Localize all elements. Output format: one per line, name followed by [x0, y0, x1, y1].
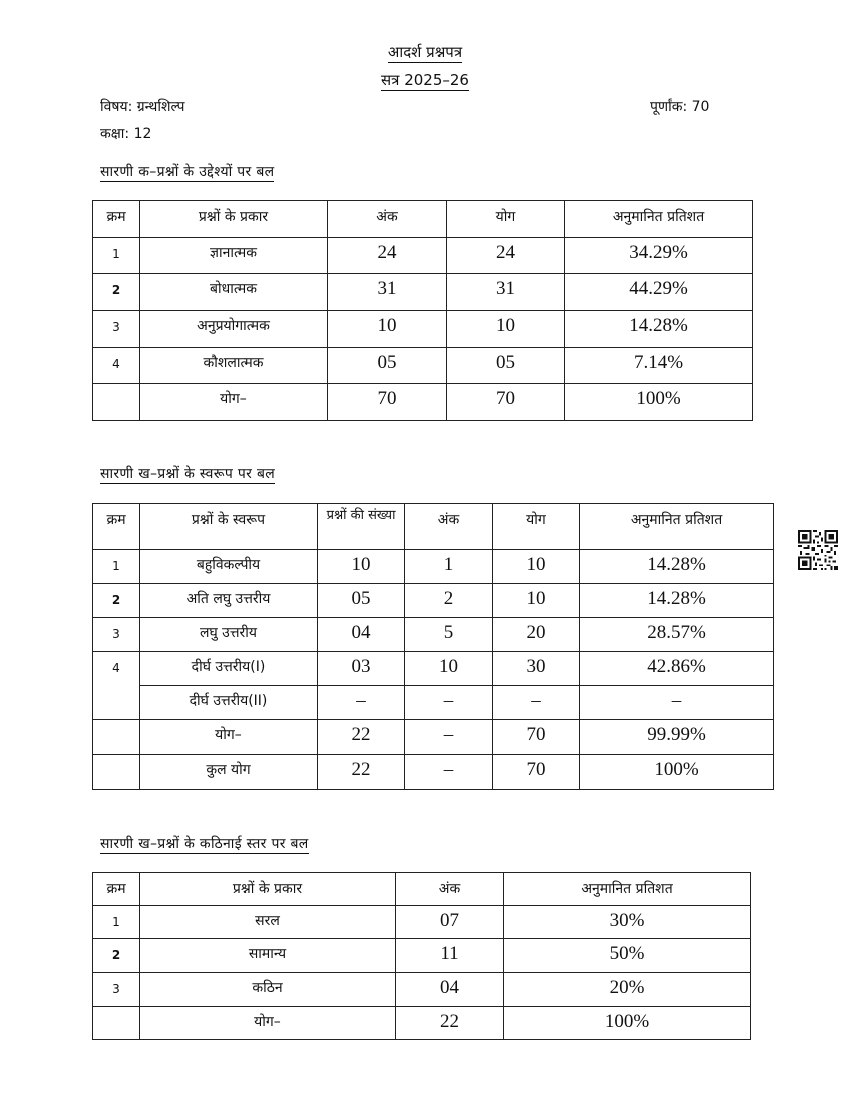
table-cell: दीर्घ उत्तरीय(II) [140, 686, 318, 720]
table-cell: 2 [93, 274, 140, 311]
table-b-header-cell: प्रश्नों की संख्या [318, 504, 405, 550]
table-row [93, 274, 753, 311]
table-cell: योग– [140, 384, 328, 421]
table-cell: 31 [328, 274, 447, 311]
table-cell: 22 [318, 720, 405, 755]
table-cell: 05 [328, 348, 447, 384]
table-b [92, 503, 774, 790]
table-cell: बोधात्मक [140, 274, 328, 311]
table-cell: 30% [504, 906, 751, 939]
table-cell: 3 [93, 311, 140, 348]
table-cell: 42.86% [580, 652, 774, 686]
table-b-header-cell: क्रम [93, 504, 140, 550]
table-cell: 10 [328, 311, 447, 348]
table-total-row [93, 720, 774, 755]
table-cell [93, 720, 140, 755]
table-cell: दीर्घ उत्तरीय(I) [140, 652, 318, 686]
table-c-header-cell: क्रम [93, 873, 140, 906]
table-grand-total-row [93, 755, 774, 790]
table-cell: कौशलात्मक [140, 348, 328, 384]
table-cell: 1 [405, 550, 493, 584]
table-cell: 70 [328, 384, 447, 421]
table-cell: 1 [93, 906, 140, 939]
table-cell: – [405, 720, 493, 755]
table-cell: सामान्य [140, 939, 396, 973]
table-cell: 10 [493, 584, 580, 618]
table-cell: 44.29% [565, 274, 753, 311]
table-a-header-cell: प्रश्नों के प्रकार [140, 201, 328, 238]
table-cell: 4 [93, 652, 140, 720]
table-c [92, 872, 751, 1040]
qr-code-icon [798, 530, 838, 570]
table-cell: 5 [405, 618, 493, 652]
table-total-row [93, 384, 753, 421]
table-cell [93, 755, 140, 790]
table-cell: 03 [318, 652, 405, 686]
table-cell: कठिन [140, 973, 396, 1007]
table-row [93, 652, 774, 686]
table-cell: 14.28% [580, 584, 774, 618]
table-cell: 20% [504, 973, 751, 1007]
table-c-header-cell: अंक [396, 873, 504, 906]
table-cell: लघु उत्तरीय [140, 618, 318, 652]
table-cell: 24 [328, 238, 447, 274]
table-cell: – [405, 686, 493, 720]
table-cell: 28.57% [580, 618, 774, 652]
table-c-caption: सारणी ख–प्रश्नों के कठिनाई स्तर पर बल [100, 836, 309, 852]
table-cell: 04 [318, 618, 405, 652]
table-cell: 22 [318, 755, 405, 790]
table-cell: 99.99% [580, 720, 774, 755]
table-b-header-cell: अंक [405, 504, 493, 550]
table-cell: 70 [493, 755, 580, 790]
table-a-caption: सारणी क–प्रश्नों के उद्देश्यों पर बल [100, 164, 275, 180]
table-row [93, 348, 753, 384]
table-cell: 05 [447, 348, 565, 384]
table-cell: 07 [396, 906, 504, 939]
table-cell: 10 [318, 550, 405, 584]
table-cell [93, 1007, 140, 1040]
table-cell: 31 [447, 274, 565, 311]
table-cell: 100% [580, 755, 774, 790]
table-row [93, 618, 774, 652]
table-cell: 3 [93, 618, 140, 652]
table-cell: 3 [93, 973, 140, 1007]
table-cell: 1 [93, 238, 140, 274]
table-b-header-cell: योग [493, 504, 580, 550]
table-a-header-cell: योग [447, 201, 565, 238]
table-c-header-row [93, 873, 751, 906]
table-cell: 70 [493, 720, 580, 755]
table-c-header-cell: प्रश्नों के प्रकार [140, 873, 396, 906]
table-cell: – [493, 686, 580, 720]
table-cell: 24 [447, 238, 565, 274]
table-cell: 14.28% [580, 550, 774, 584]
table-cell: 04 [396, 973, 504, 1007]
table-row [93, 311, 753, 348]
table-b-header-cell: प्रश्नों के स्वरूप [140, 504, 318, 550]
table-cell: अति लघु उत्तरीय [140, 584, 318, 618]
table-cell: 05 [318, 584, 405, 618]
table-cell: योग– [140, 720, 318, 755]
table-cell: कुल योग [140, 755, 318, 790]
table-row [93, 238, 753, 274]
table-cell: – [405, 755, 493, 790]
table-cell: 4 [93, 348, 140, 384]
table-a-header-row [93, 201, 753, 238]
table-cell: 20 [493, 618, 580, 652]
table-cell: 1 [93, 550, 140, 584]
table-cell: 100% [565, 384, 753, 421]
table-cell: 10 [447, 311, 565, 348]
table-c-header-cell: अनुमानित प्रतिशत [504, 873, 751, 906]
table-cell: 30 [493, 652, 580, 686]
table-cell: 10 [405, 652, 493, 686]
table-a-header-cell: अनुमानित प्रतिशत [565, 201, 753, 238]
class-label: कक्षा: 12 [100, 126, 152, 142]
table-b-header-cell: अनुमानित प्रतिशत [580, 504, 774, 550]
table-row [93, 973, 751, 1007]
table-cell: 70 [447, 384, 565, 421]
table-cell [93, 384, 140, 421]
table-cell: योग– [140, 1007, 396, 1040]
paper-title: आदर्श प्रश्नपत्र [387, 43, 463, 61]
table-b-header-row [93, 504, 774, 550]
table-row [93, 686, 774, 720]
table-cell: 34.29% [565, 238, 753, 274]
table-a-header-cell: क्रम [93, 201, 140, 238]
table-cell: सरल [140, 906, 396, 939]
table-cell: 50% [504, 939, 751, 973]
table-cell: 100% [504, 1007, 751, 1040]
full-marks-label: पूर्णांक: 70 [650, 99, 710, 115]
table-cell: 10 [493, 550, 580, 584]
table-cell: 2 [93, 939, 140, 973]
table-total-row [93, 1007, 751, 1040]
table-row [93, 906, 751, 939]
table-a [92, 200, 753, 421]
table-row [93, 584, 774, 618]
table-row [93, 550, 774, 584]
table-b-caption: सारणी ख–प्रश्नों के स्वरूप पर बल [100, 466, 276, 482]
table-cell: अनुप्रयोगात्मक [140, 311, 328, 348]
table-cell: 2 [405, 584, 493, 618]
table-a-header-cell: अंक [328, 201, 447, 238]
table-cell: ज्ञानात्मक [140, 238, 328, 274]
table-cell: – [318, 686, 405, 720]
table-row [93, 939, 751, 973]
table-cell: बहुविकल्पीय [140, 550, 318, 584]
table-cell: 2 [93, 584, 140, 618]
table-cell: 14.28% [565, 311, 753, 348]
subject-label: विषय: ग्रन्थशिल्प [100, 99, 185, 115]
table-cell: 7.14% [565, 348, 753, 384]
session-title: सत्र 2025–26 [381, 71, 469, 89]
table-cell: – [580, 686, 774, 720]
table-cell: 22 [396, 1007, 504, 1040]
table-cell: 11 [396, 939, 504, 973]
